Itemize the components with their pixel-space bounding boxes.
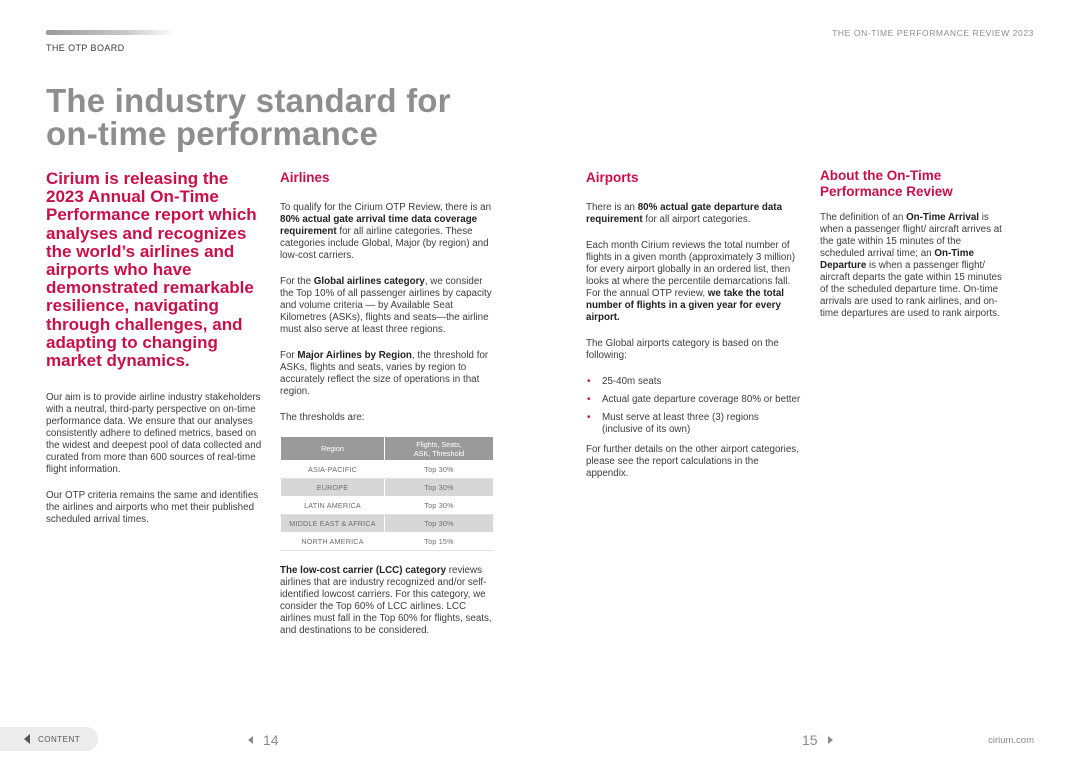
airports-paragraph-4: For further details on the other airport categories, please see the report calculations in the appendix. xyxy=(586,444,799,479)
report-title: THE ON-TIME PERFORMANCE REVIEW 2023 xyxy=(832,28,1034,38)
previous-page-button[interactable] xyxy=(248,732,279,748)
page-title xyxy=(46,84,566,150)
table-cell-region: ASIA-PACIFIC xyxy=(281,461,385,479)
table-cell-threshold: Top 30% xyxy=(385,515,494,533)
table-cell-region: NORTH AMERICA xyxy=(281,533,385,551)
airlines-paragraph-3: For Major Airlines by Region, the threshold for ASKs, flights and seats, varies by region to accurately reflect the size of operations in that region. xyxy=(280,350,489,397)
table-cell-threshold: Top 30% xyxy=(385,461,494,479)
list-item: • Actual gate departure coverage 80% or better xyxy=(587,394,801,405)
bullet-icon: • xyxy=(587,394,591,405)
airlines-column xyxy=(280,168,495,637)
about-column xyxy=(820,168,1005,320)
airports-column xyxy=(586,168,801,480)
content-button-label: CONTENT xyxy=(38,734,81,744)
list-item: • 25-40m seats xyxy=(587,376,662,387)
list-item: • Must serve at least three (3) regions (inclusive of its own) xyxy=(587,412,759,435)
airports-paragraph-3: The Global airports category is based on the following: xyxy=(586,338,779,361)
airlines-paragraph-1: To qualify for the Cirium OTP Review, there is an 80% actual gate arrival time data coverage requirement for all airline categories. These categories include Global, Major (by region) and low-cost carriers. xyxy=(280,202,492,261)
intro-lead: Cirium is releasing the 2023 Annual On-Time Performance report which analyses and recognizes the world’s airlines and airports who have demonstrated remarkable resilience, navigating through challenges, and adapting to changing market dynamics. xyxy=(46,169,257,371)
airlines-paragraph-4: The thresholds are: xyxy=(280,412,365,423)
table-row xyxy=(281,461,494,479)
bullet-icon: • xyxy=(587,412,591,423)
chevron-left-icon xyxy=(24,734,30,744)
page-title-line-1: The industry standard for xyxy=(46,82,451,119)
content-button[interactable] xyxy=(0,727,98,751)
thresholds-table xyxy=(280,436,494,551)
table-cell-region: MIDDLE EAST & AFRICA xyxy=(281,515,385,533)
airports-paragraph-2: Each month Cirium reviews the total number of flights in a given month (approximately 3 million) for every airport globally in an ordered list, then looks at where the percentile demarcations fall. For the annual OTP review, we take the total number of flights in a given year for every airport. xyxy=(586,240,796,323)
table-row xyxy=(281,515,494,533)
page-title-line-2: on-time performance xyxy=(46,115,379,152)
airlines-heading: Airlines xyxy=(280,170,330,185)
airlines-paragraph-2: For the Global airlines category, we consider the Top 10% of all passenger airlines by capacity and volume criteria — by Available Seat Kilometres (ASKs), flights and seats—the airline must also serve at least three regions. xyxy=(280,276,492,335)
table-cell-threshold: Top 30% xyxy=(385,497,494,515)
table-cell-threshold: Top 15% xyxy=(385,533,494,551)
bullet-icon: • xyxy=(587,376,591,387)
table-header-region: Region xyxy=(281,437,385,461)
table-header-row xyxy=(281,437,494,461)
intro-column xyxy=(46,168,262,526)
chevron-right-icon xyxy=(828,736,833,744)
about-heading: About the On-Time Performance Review xyxy=(820,168,953,199)
table-row xyxy=(281,479,494,497)
table-cell-threshold: Top 30% xyxy=(385,479,494,497)
airlines-paragraph-5: The low-cost carrier (LCC) category reviews airlines that are industry recognized and/or self- identified lowcost carriers. For this category, we consider the Top 60% of LCC airlines. LCC airlines must fall in the Top 60% for flights, seats, and destinations to be considered. xyxy=(280,565,492,636)
website-link[interactable]: cirium.com xyxy=(988,735,1034,746)
next-page-button[interactable] xyxy=(802,732,833,748)
table-header-threshold: Flights, Seats, ASK, Threshold xyxy=(385,437,494,461)
airports-paragraph-1: There is an 80% actual gate departure data requirement for all airport categories. xyxy=(586,202,783,225)
table-cell-region: EUROPE xyxy=(281,479,385,497)
table-row xyxy=(281,533,494,551)
table-row xyxy=(281,497,494,515)
page-number-left: 14 xyxy=(263,732,279,748)
about-paragraph: The definition of an On-Time Arrival is when a passenger flight/ aircraft arrives at the gate within 15 minutes of the scheduled arrival time; an On-Time Departure is when a passenger flight/ aircraft departs the gate within 15 minutes of the scheduled departure time. On-time arrivals are used to rank airlines, and on-time departures are used to rank airports. xyxy=(820,212,1002,319)
airports-heading: Airports xyxy=(586,170,639,185)
chevron-left-icon xyxy=(248,736,253,744)
section-label: THE OTP BOARD xyxy=(46,43,125,53)
airports-criteria-list xyxy=(586,376,801,436)
header-accent-bar xyxy=(46,30,176,35)
page-number-right: 15 xyxy=(802,732,818,748)
table-cell-region: LATIN AMERICA xyxy=(281,497,385,515)
intro-paragraph-1: Our aim is to provide airline industry stakeholders with a neutral, third-party perspective on on-time performance data. We ensure that our analyses consistently adhere to defined metrics, based on the widest and deepest pool of data collected and curated from more than 600 sources of real-time flight information. xyxy=(46,392,262,476)
intro-paragraph-2: Our OTP criteria remains the same and identifies the airlines and airports who met their published scheduled arrival times. xyxy=(46,490,259,526)
